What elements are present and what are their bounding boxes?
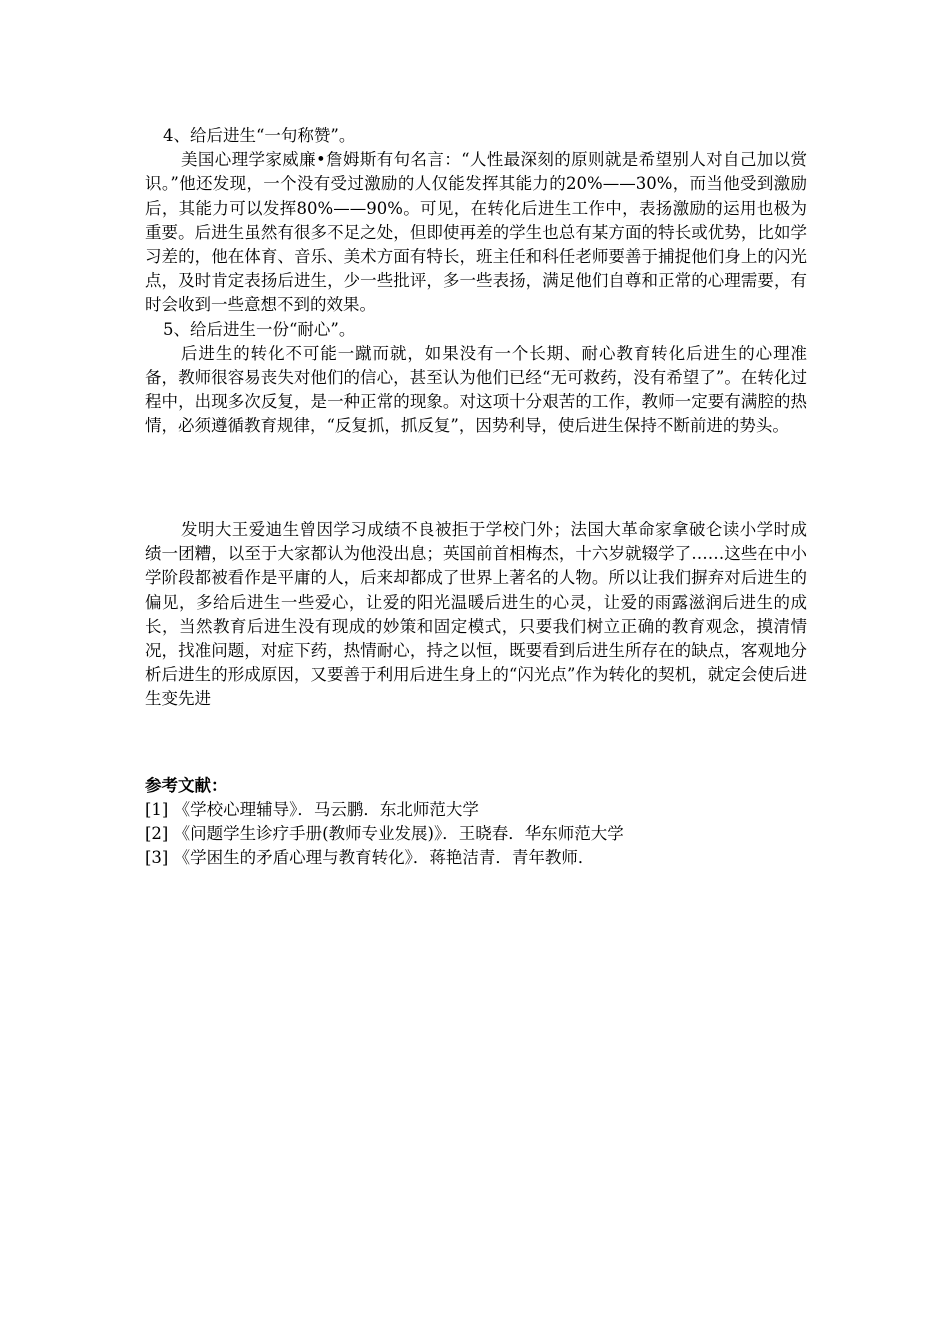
reference-item: [1] 《学校心理辅导》．马云鹏．东北师范大学 bbox=[145, 800, 479, 819]
reference-item: [2] 《问题学生诊疗手册(教师专业发展)》．王晓春．华东师范大学 bbox=[145, 824, 624, 843]
conclusion-block bbox=[145, 518, 807, 712]
section-heading-4: 4、给后进生“一句称赞”。 bbox=[163, 126, 356, 145]
references-title: 参考文献： bbox=[145, 776, 228, 795]
conclusion-paragraph: 发明大王爱迪生曾因学习成绩不良被拒于学校门外；法国大革命家拿破仑读小学时成绩一团糟，以至于大家都认为他没出息；英国前首相梅杰，十六岁就辍学了……这些在中小学阶段都被看作是平庸的人，后来却都成了世界上著名的人物。所以让我们摒弃对后进生的偏见，多给后进生一些爱心，让爱的阳光温暖后进生的心灵，让爱的雨露滋润后进生的成长，当然教育后进生没有现成的妙策和固定模式，只要我们树立正确的教育观念，摸清情况，找准问题，对症下药，热情耐心，持之以恒，既要看到后进生所存在的缺点，客观地分析后进生的形成原因，又要善于利用后进生身上的“闪光点”作为转化的契机，就定会使后进生变先进 bbox=[145, 520, 807, 709]
section-paragraph-4: 美国心理学家威廉•詹姆斯有句名言：“人性最深刻的原则就是希望别人对自己加以赏识。”他还发现，一个没有受过激励的人仅能发挥其能力的20%——30%，而当他受到激励后，其能力可以发挥80%——90%。可见，在转化后进生工作中，表扬激励的运用也极为重要。后进生虽然有很多不足之处，但即使再差的学生也总有某方面的特长或优势，比如学习差的，他在体育、音乐、美术方面有特长，班主任和科任老师要善于捕捉他们身上的闪光点，及时肯定表扬后进生，少一些批评，多一些表扬，满足他们自尊和正常的心理需要，有时会收到一些意想不到的效果。 bbox=[145, 150, 807, 315]
section-paragraph-5: 后进生的转化不可能一蹴而就，如果没有一个长期、耐心教育转化后进生的心理准备，教师很容易丧失对他们的信心，甚至认为他们已经“无可救药，没有希望了”。在转化过程中，出现多次反复，是一种正常的现象。对这项十分艰苦的工作，教师一定要有满腔的热情，必须遵循教育规律，“反复抓，抓反复”，因势利导，使后进生保持不断前进的势头。 bbox=[145, 343, 807, 436]
section-heading-5: 5、给后进生一份“耐心”。 bbox=[163, 319, 356, 339]
references-section bbox=[145, 774, 807, 870]
main-body bbox=[145, 124, 807, 439]
reference-item: [3] 《学困生的矛盾心理与教育转化》．蒋艳洁青．青年教师． bbox=[145, 848, 595, 867]
